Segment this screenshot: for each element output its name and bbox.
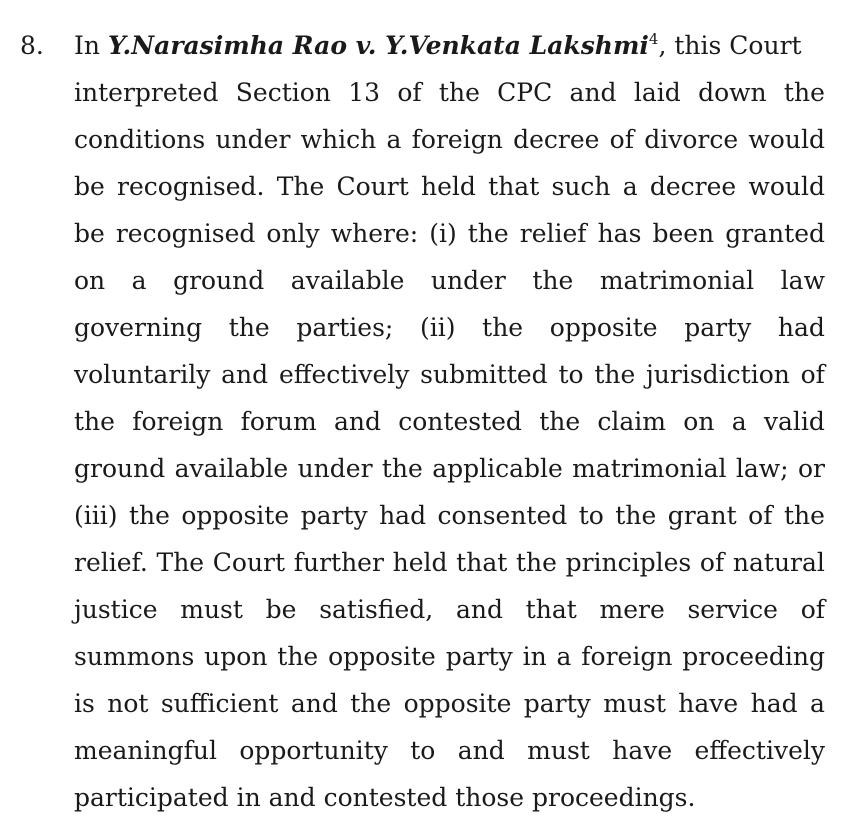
- paragraph-number: 8.: [20, 31, 44, 60]
- paragraph-line-3: conditions under which a foreign decree of divorce would: [74, 125, 825, 154]
- paragraph-line-2: interpreted Section 13 of the CPC and laid down the: [74, 78, 825, 107]
- lead-in-text: In: [74, 31, 100, 60]
- paragraph-line-12: relief. The Court further held that the principles of natural: [74, 548, 825, 577]
- footnote-reference: 4: [648, 30, 659, 48]
- paragraph-line-11: (iii) the opposite party had consented to the grant of the: [74, 501, 825, 530]
- paragraph-line-15: is not sufficient and the opposite party must have had a: [74, 689, 825, 718]
- paragraph-line-14: summons upon the opposite party in a foreign proceeding: [74, 642, 825, 671]
- paragraph-line-17: participated in and contested those proceedings.: [74, 783, 696, 812]
- paragraph-line-5: be recognised only where: (i) the relief has been granted: [74, 219, 825, 248]
- case-citation: Y.Narasimha Rao v. Y.Venkata Lakshmi: [107, 31, 649, 60]
- line-1-rest: , this Court: [658, 31, 802, 60]
- paragraph-line-1: [74, 22, 825, 69]
- paragraph-line-8: voluntarily and effectively submitted to the jurisdiction of: [74, 360, 825, 389]
- paragraph-line-13: justice must be satisfied, and that mere service of: [74, 595, 825, 624]
- paragraph-line-6: on a ground available under the matrimonial law: [74, 266, 825, 295]
- paragraph-line-16: meaningful opportunity to and must have effectively: [74, 736, 825, 765]
- paragraph-line-7: governing the parties; (ii) the opposite party had: [74, 313, 825, 342]
- paragraph-line-4: be recognised. The Court held that such a decree would: [74, 172, 825, 201]
- paragraph-line-10: ground available under the applicable matrimonial law; or: [74, 454, 825, 483]
- paragraph-line-9: the foreign forum and contested the claim on a valid: [74, 407, 825, 436]
